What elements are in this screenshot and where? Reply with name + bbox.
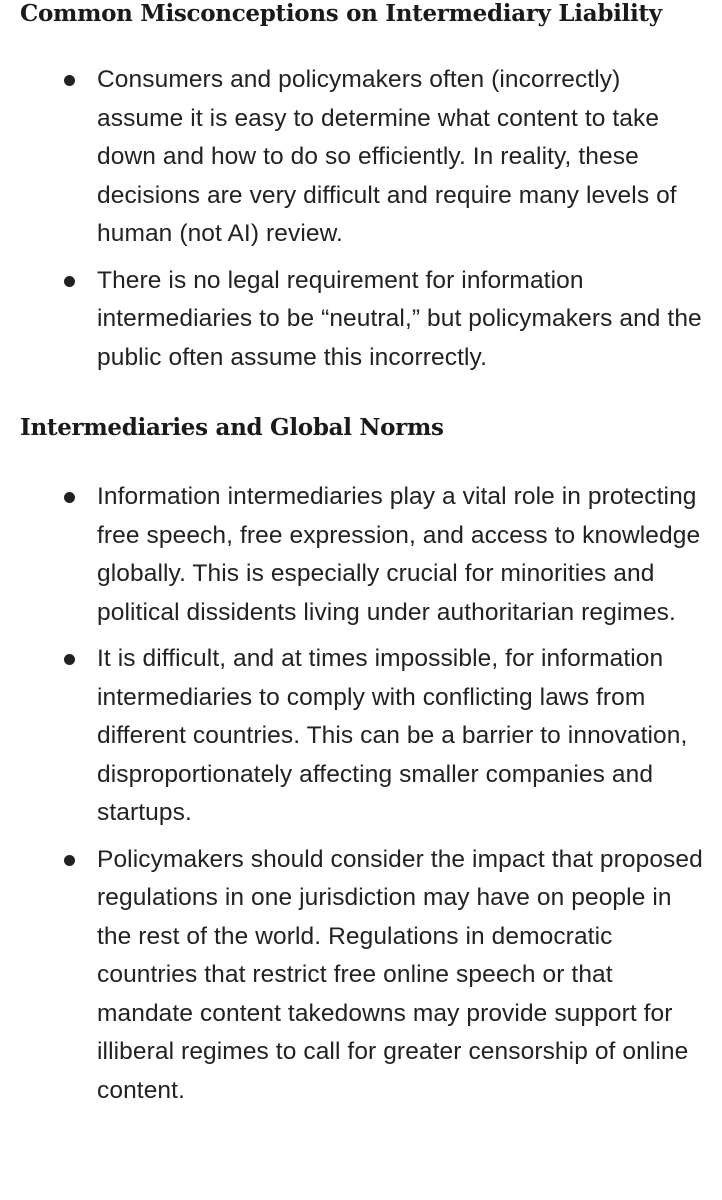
list-item	[0, 478, 722, 632]
section-heading-global-norms: Intermediaries and Global Norms	[20, 414, 444, 441]
list-item-text: There is no legal requirement for information intermediaries to be “neutral,” but policymakers and the public often assume this incorrectly.	[97, 266, 702, 371]
bullet-icon	[64, 75, 75, 86]
list-item	[0, 640, 722, 833]
list-item	[0, 841, 722, 1111]
section-heading-misconceptions: Common Misconceptions on Intermediary Liability	[20, 0, 662, 27]
bullet-list-misconceptions	[0, 61, 722, 377]
bullet-icon	[64, 654, 75, 665]
list-item-text: Policymakers should consider the impact that proposed regulations in one jurisdiction may have on people in the rest of the world. Regulations in democratic countries that restrict free online speech or that mandate content takedowns may provide support for illiberal regimes to call for greater censorship of online content.	[97, 845, 703, 1104]
bullet-icon	[64, 492, 75, 503]
bullet-list-global-norms	[0, 478, 722, 1110]
list-item-text: Consumers and policymakers often (incorrectly) assume it is easy to determine what content to take down and how to do so efficiently. In reality, these decisions are very difficult and require many levels of human (not AI) review.	[97, 66, 677, 247]
list-item-text: It is difficult, and at times impossible, for information intermediaries to comply with conflicting laws from different countries. This can be a barrier to innovation, disproportionately affecting smaller companies and startups.	[97, 645, 688, 826]
list-item	[0, 61, 722, 254]
bullet-icon	[64, 855, 75, 866]
bullet-icon	[64, 276, 75, 287]
list-item	[0, 262, 722, 378]
list-item-text: Information intermediaries play a vital role in protecting free speech, free expression, and access to knowledge globally. This is especially crucial for minorities and political dissidents living under authoritarian regimes.	[97, 483, 701, 626]
